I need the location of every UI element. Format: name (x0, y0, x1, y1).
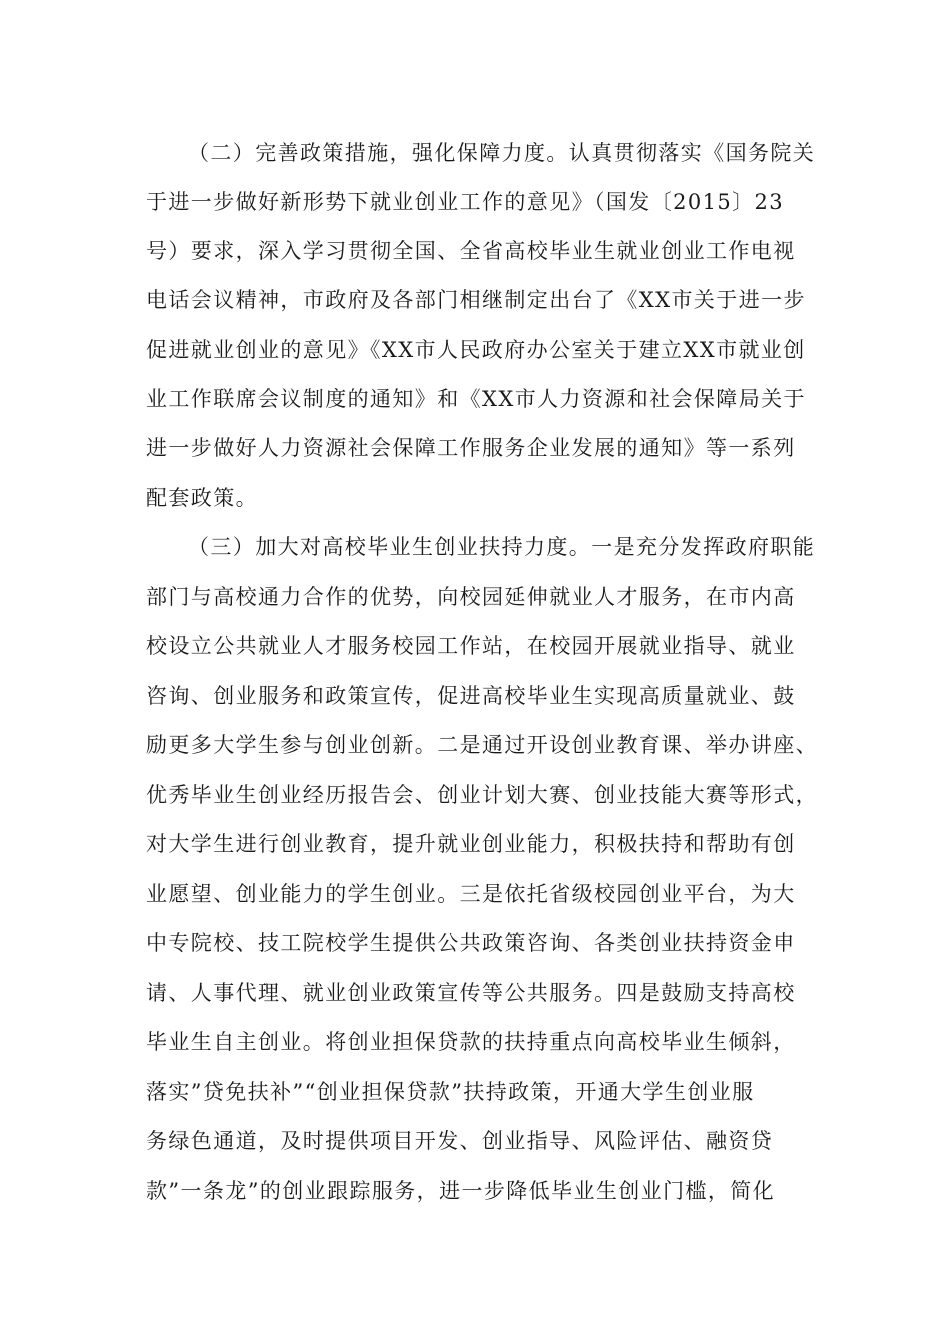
paragraph-3-line-4: 咨询、创业服务和政策宣传，促进高校毕业生实现高质量就业、鼓 (146, 684, 796, 708)
paragraph-3-line-14: 款”一条龙”的创业跟踪服务，进一步降低毕业生创业门槛，简化 (146, 1179, 776, 1203)
paragraph-3-line-11: 毕业生自主创业。将创业担保贷款的扶持重点向高校毕业生倾斜， (146, 1030, 796, 1054)
paragraph-3-line-9: 中专院校、技工院校学生提供公共政策咨询、各类创业扶持资金申 (146, 931, 796, 955)
paragraph-2-line-4: 电话会议精神，市政府及各部门相继制定出台了《XX市关于进一步 (146, 288, 806, 312)
paragraph-3-line-5: 励更多大学生参与创业创新。二是通过开设创业教育课、举办讲座、 (146, 733, 818, 757)
paragraph-2-line-1: （二）完善政策措施，强化保障力度。认真贯彻落实《国务院关 (188, 141, 816, 165)
paragraph-3-line-10: 请、人事代理、就业创业政策宣传等公共服务。四是鼓励支持高校 (146, 981, 796, 1005)
paragraph-3-line-7: 对大学生进行创业教育，提升就业创业能力，积极扶持和帮助有创 (146, 832, 796, 856)
paragraph-3-line-12: 落实”贷免扶补”“创业担保贷款”扶持政策，开通大学生创业服 (146, 1080, 755, 1104)
paragraph-2-line-2: 于进一步做好新形势下就业创业工作的意见》（国发〔2015〕23 (146, 190, 785, 214)
paragraph-3-line-2: 部门与高校通力合作的优势，向校园延伸就业人才服务，在市内高 (146, 585, 796, 609)
paragraph-2-line-6: 业工作联席会议制度的通知》和《XX市人力资源和社会保障局关于 (146, 387, 806, 411)
paragraph-3-line-13: 务绿色通道，及时提供项目开发、创业指导、风险评估、融资贷 (146, 1129, 774, 1153)
paragraph-3-line-6: 优秀毕业生创业经历报告会、创业计划大赛、创业技能大赛等形式， (146, 783, 818, 807)
paragraph-2-line-8: 配套政策。 (146, 486, 258, 510)
paragraph-3-line-1: （三）加大对高校毕业生创业扶持力度。一是充分发挥政府职能 (188, 535, 816, 559)
paragraph-2-line-5: 促进就业创业的意见》《XX市人民政府办公室关于建立XX市就业创 (146, 338, 806, 362)
paragraph-3-line-8: 业愿望、创业能力的学生创业。三是依托省级校园创业平台，为大 (146, 882, 796, 906)
paragraph-3-line-3: 校设立公共就业人才服务校园工作站，在校园开展就业指导、就业 (146, 634, 796, 658)
paragraph-2-line-3: 号）要求，深入学习贯彻全国、全省高校毕业生就业创业工作电视 (146, 239, 796, 263)
paragraph-2-line-7: 进一步做好人力资源社会保障工作服务企业发展的通知》等一系列 (146, 436, 796, 460)
